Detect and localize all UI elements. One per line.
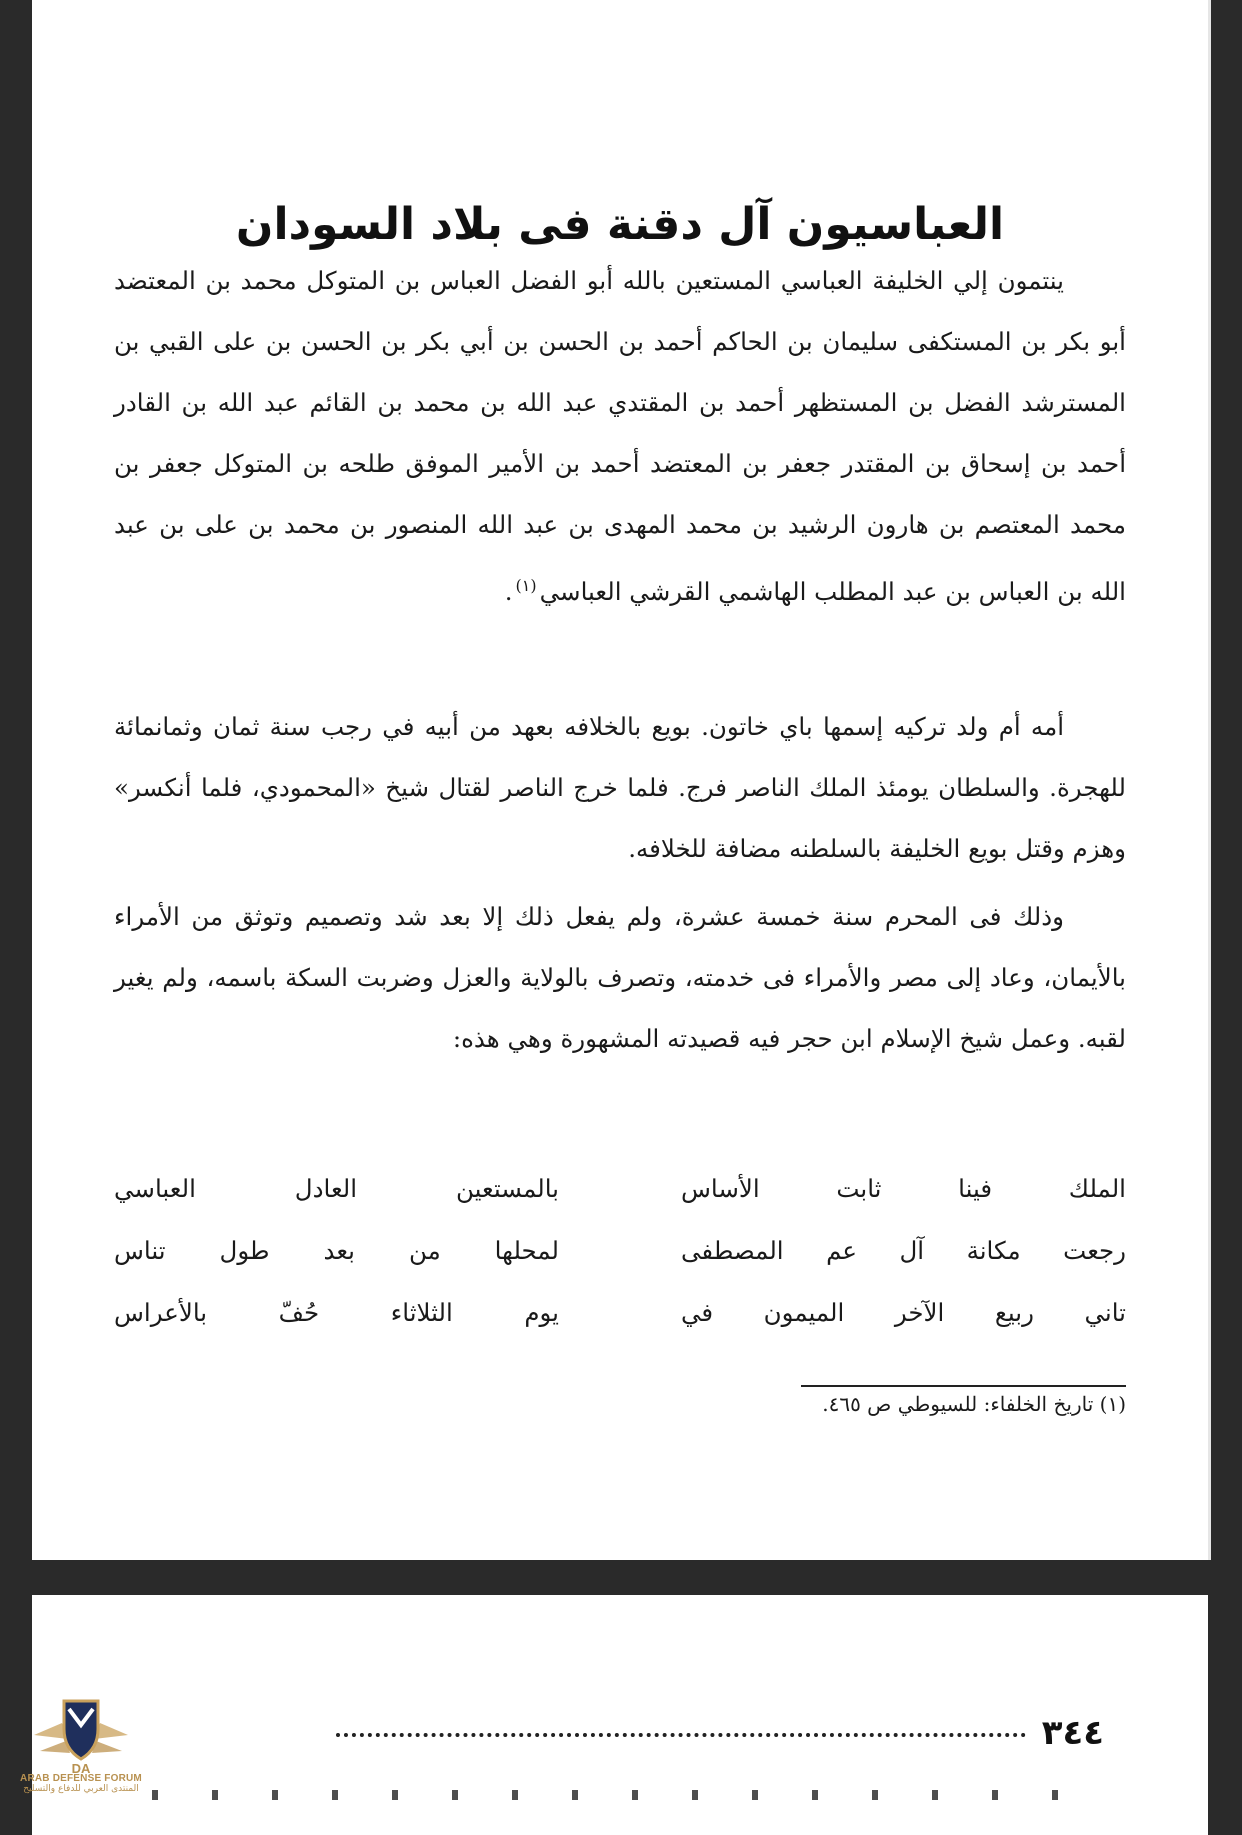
poem-second-hemistich: بالمستعين العادل العباسي — [114, 1174, 559, 1203]
forum-watermark — [6, 1695, 156, 1813]
poem-verse — [114, 1282, 1126, 1344]
poem-first-hemistich: رجعت مكانة آل عم المصطفى — [681, 1236, 1126, 1265]
footnote-reference: (١) — [515, 576, 537, 595]
watermark-emblem-text: DA — [71, 1761, 91, 1776]
page-number: ٣٤٤ — [1041, 1713, 1104, 1753]
book-page — [32, 0, 1211, 1560]
page-number-dotted-rule — [336, 1733, 1026, 1737]
footnote: (١) تاريخ الخلفاء: للسيوطي ص ٤٦٥. — [822, 1392, 1126, 1416]
poem-verse — [114, 1220, 1126, 1282]
eagle-shield-icon — [26, 1695, 136, 1777]
poem-first-hemistich: تاني ربيع الآخر الميمون في — [681, 1298, 1126, 1327]
sultanate-paragraph: وذلك فى المحرم سنة خمسة عشرة، ولم يفعل ذلك إلا بعد شد وتصميم وتوثق من الأمراء بالأيمان، وعاد إلى مصر والأمراء فى خدمته، وتصرف بالولاية والعزل وضربت السكة باسمه، ولم يغير لقبه. وعمل شيخ الإسلام ابن حجر فيه قصيدته المشهورة وهي هذه: — [114, 902, 1126, 1053]
paragraph-end-mark: . — [504, 577, 513, 607]
page-title: العباسيون آل دقنة فى بلاد السودان — [235, 199, 1005, 251]
poem-second-hemistich: لمحلها من بعد طول تناس — [114, 1236, 559, 1265]
next-page-text-fragment — [152, 1790, 1108, 1800]
poem-second-hemistich: يوم الثلاثاء حُفّ بالأعراس — [114, 1298, 559, 1327]
poem-first-hemistich: الملك فينا ثابت الأساس — [681, 1174, 1126, 1203]
biography-paragraph: أمه أم ولد تركيه إسمها باي خاتون. بويع بالخلافه بعهد من أبيه في رجب سنة ثمان وثمانمائة للهجرة. والسلطان يومئذ الملك الناصر فرج. فلما خرج الناصر لقتال شيخ «المحمودي، فلما أنكسر» وهزم وقتل بويع الخليفة بالسلطنه مضافة للخلافه. — [114, 712, 1126, 863]
watermark-arabic: المنتدى العربي للدفاع والتسليح — [23, 1784, 139, 1794]
footnote-divider — [801, 1385, 1126, 1387]
watermark-english: ARAB DEFENSE FORUM — [20, 1773, 142, 1784]
paragraph-text: ينتمون إلي الخليفة العباسي المستعين بالله أبو الفضل العباس بن المتوكل محمد بن المعتضد أبو بكر بن المستكفى سليمان بن الحاكم أحمد بن الحسن بن أبي بكر بن الحسن بن على القبي بن المسترشد الفضل بن المستظهر أحمد بن المقتدي عبد الله بن محمد بن القائم عبد الله بن القادر أحمد بن إسحاق بن المقتدر جعفر بن المعتضد أحمد بن الأمير الموفق طلحه بن المتوكل جعفر بن محمد المعتصم بن هارون الرشيد بن محمد المهدى بن عبد الله المنصور بن محمد بن على بن عبد الله بن العباس بن عبد المطلب الهاشمي القرشي العباسي — [114, 266, 1126, 607]
genealogy-paragraph — [114, 250, 1126, 622]
poem — [114, 1158, 1126, 1344]
next-book-page — [32, 1595, 1208, 1835]
poem-verse — [114, 1158, 1126, 1220]
